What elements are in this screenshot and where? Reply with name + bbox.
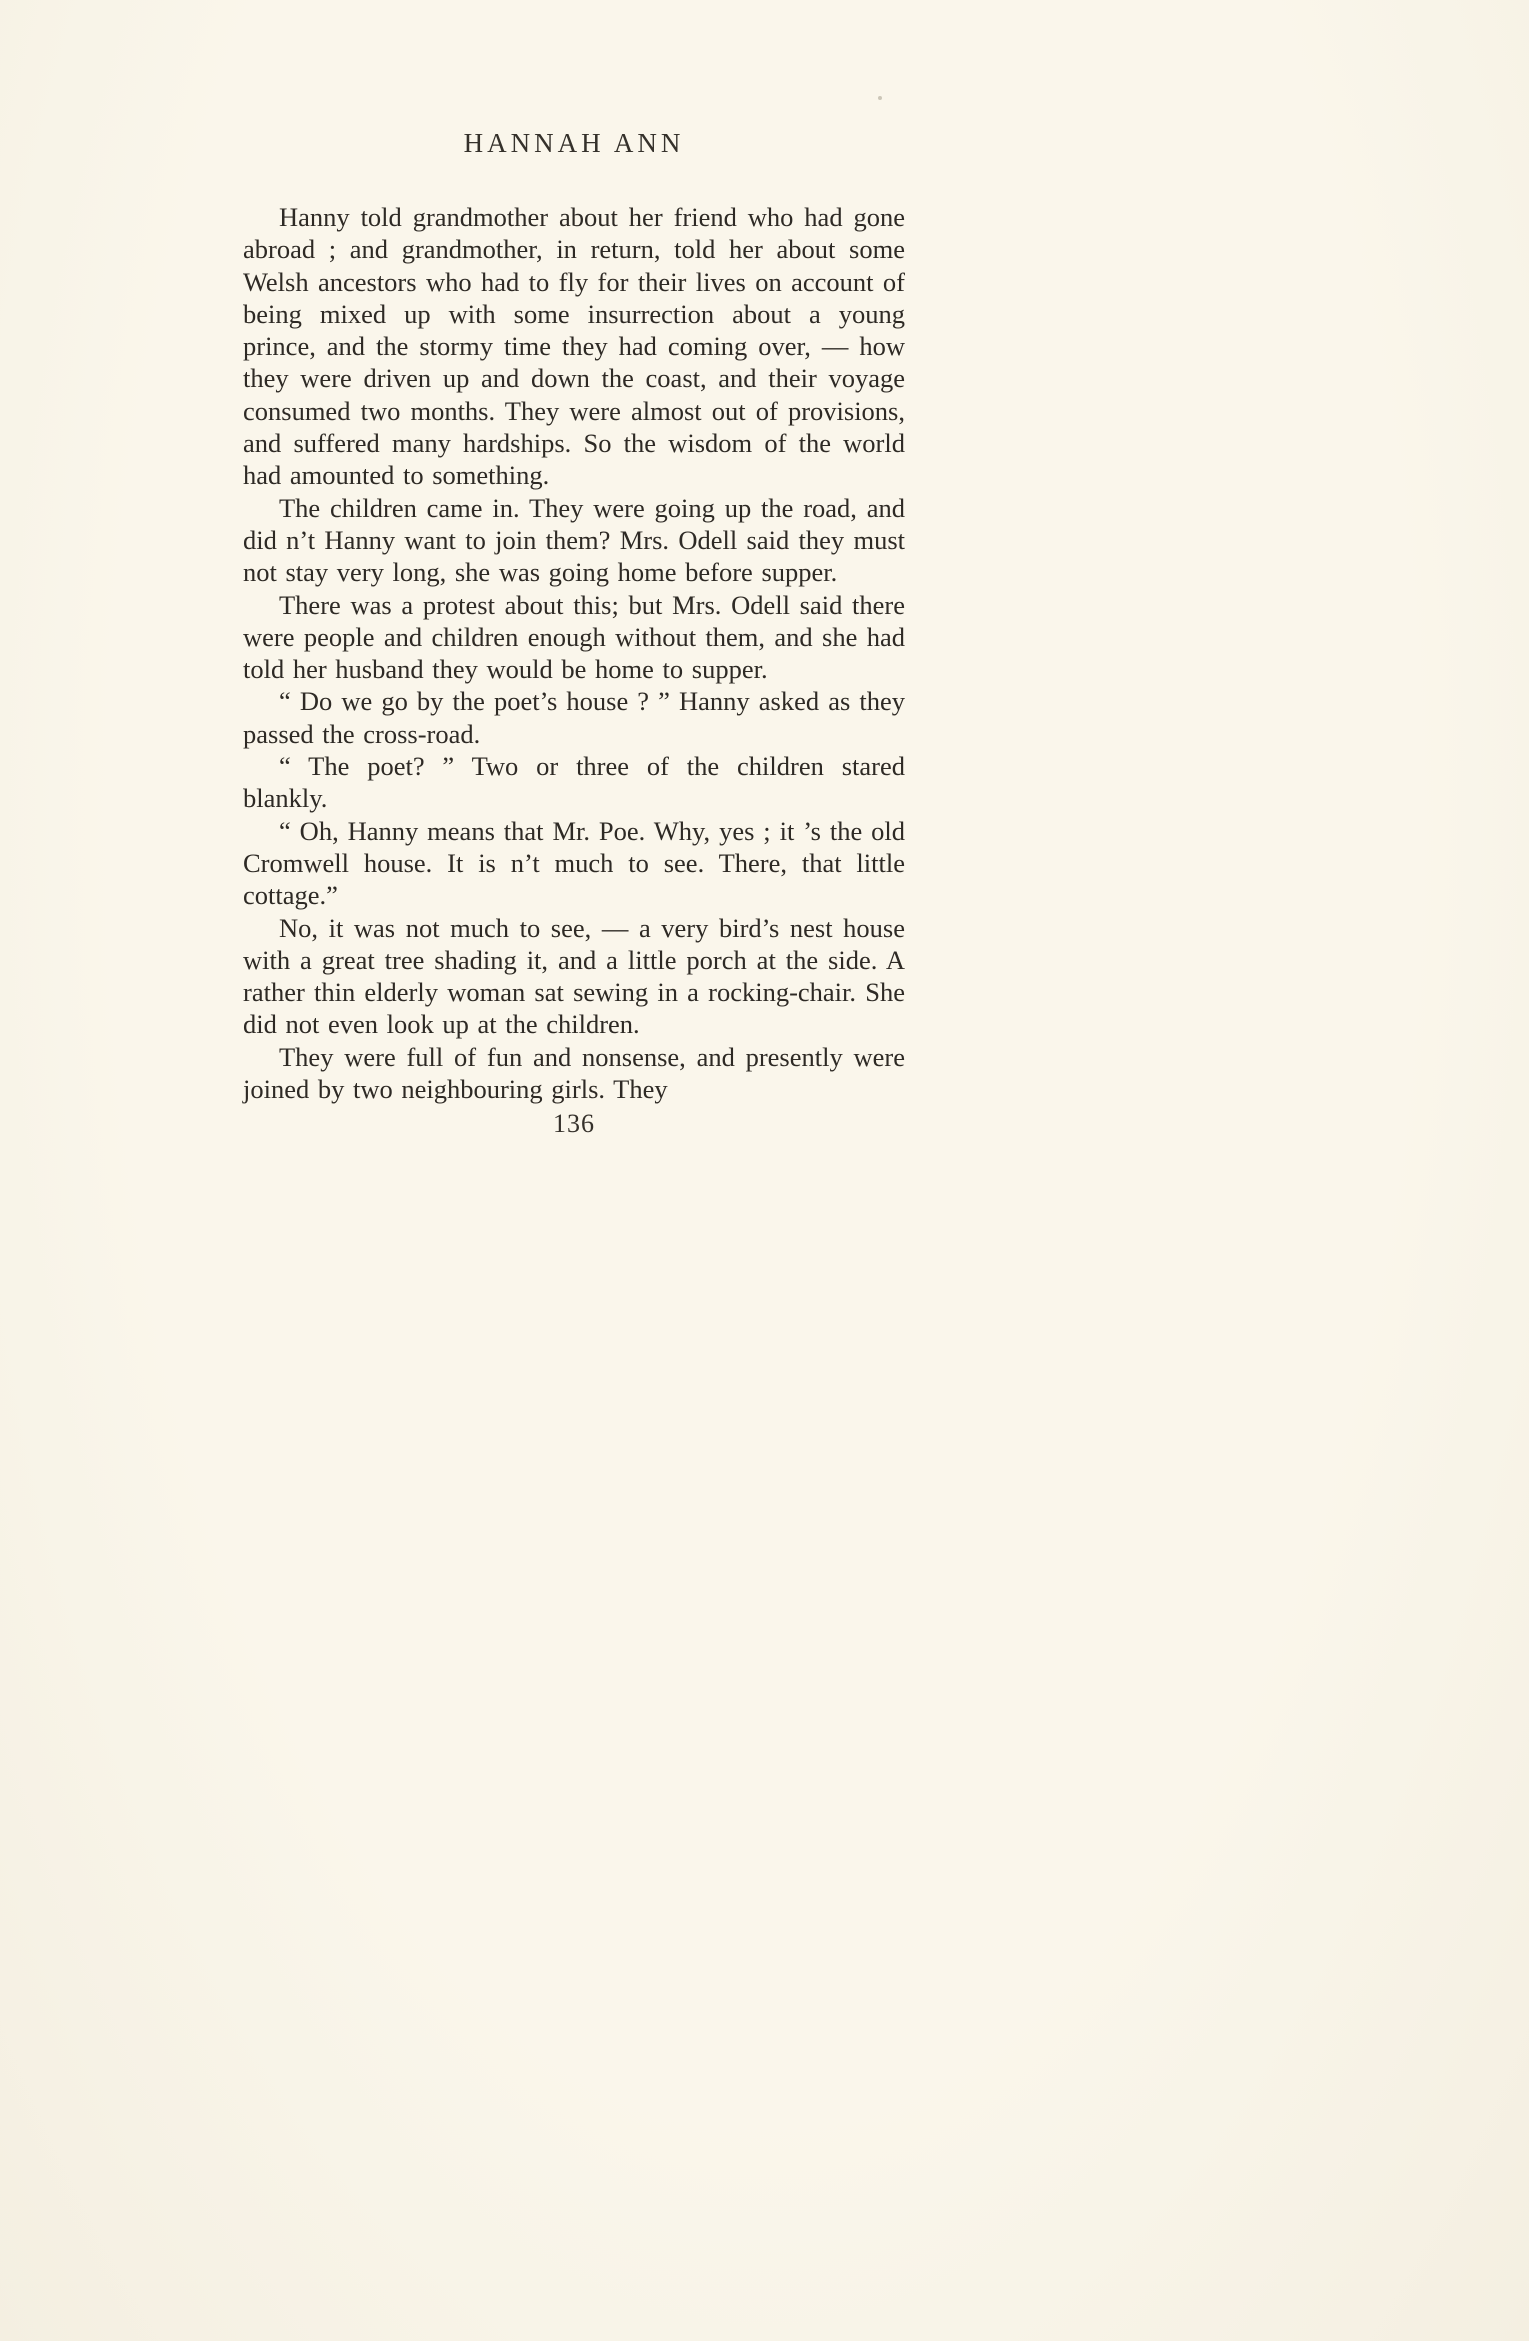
paragraph-6: “ Oh, Hanny means that Mr. Poe. Why, yes ; it ’s the old Cromwell house. It is n’t much to see. There, that little cottage.” <box>243 815 905 911</box>
scan-artifact-dot <box>878 96 882 100</box>
paragraph-8: They were full of fun and nonsense, and presently were joined by two neighbouring girls. They <box>243 1041 905 1105</box>
paragraph-2: The children came in. They were going up the road, and did n’t Hanny want to join them? Mrs. Odell said they must not stay very long, she was going home before supper. <box>243 492 905 588</box>
text-block <box>243 128 905 1139</box>
paragraph-1: Hanny told grandmother about her friend who had gone abroad ; and grandmother, in return, told her about some Welsh ancestors who had to fly for their lives on account of being mixed up with some insurrection about a young prince, and the stormy time they had coming over, — how they were driven up and down the coast, and their voyage consumed two months. They were almost out of provisions, and suffered many hardships. So the wisdom of the world had amounted to something. <box>243 202 905 491</box>
running-header: HANNAH ANN <box>463 128 685 158</box>
paragraph-3: There was a protest about this; but Mrs. Odell said there were people and children enough without them, and she had told her husband they would be home to supper. <box>243 589 905 685</box>
paragraph-5: “ The poet? ” Two or three of the children stared blankly. <box>243 751 905 814</box>
paragraph-4: “ Do we go by the poet’s house ? ” Hanny asked as they passed the cross-road. <box>243 686 905 749</box>
body-text <box>243 201 905 1105</box>
page-number: 136 <box>553 1109 595 1139</box>
paragraph-7: No, it was not much to see, — a very bird’s nest house with a great tree shading it, and a little porch at the side. A rather thin elderly woman sat sewing in a rocking-chair. She did not even look up at the children. <box>243 912 905 1040</box>
